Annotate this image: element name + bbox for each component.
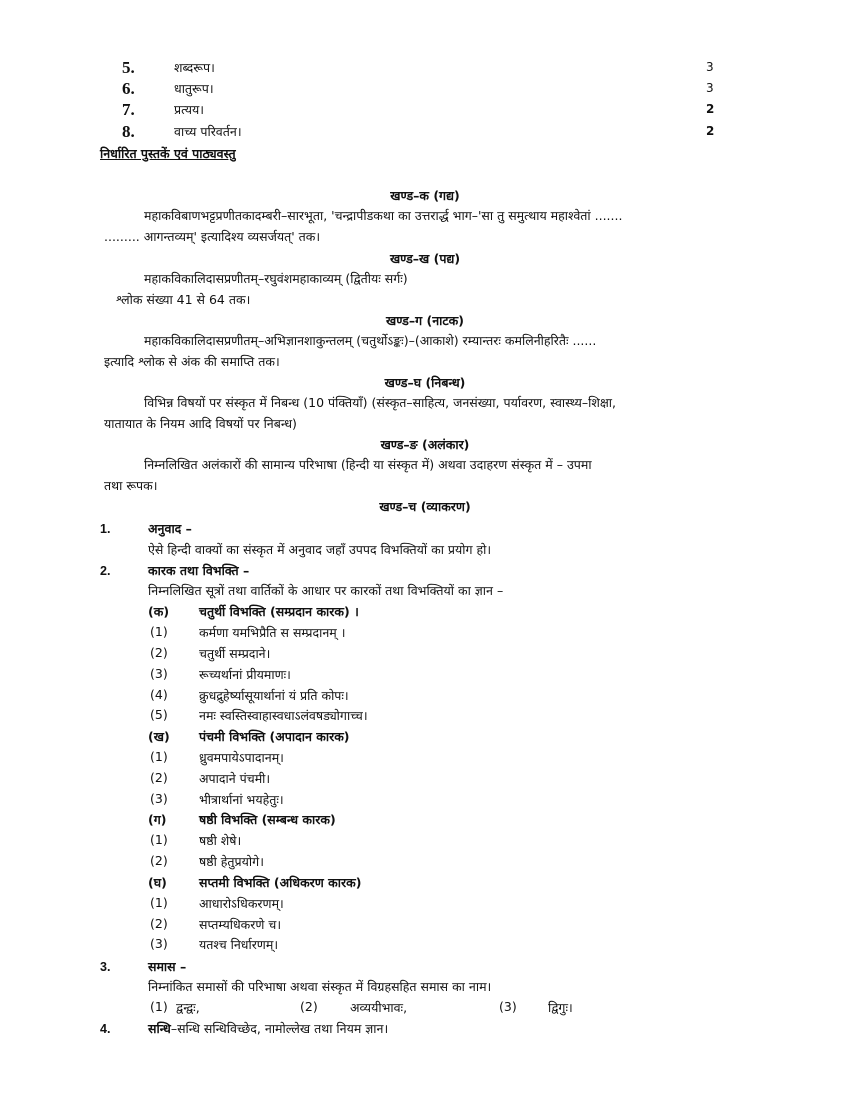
list-marks: 2 bbox=[706, 124, 715, 138]
sec4-desc: –सन्धि सन्धिविच्छेद, नामोल्लेख तथा नियम ज्ञान। bbox=[170, 1021, 389, 1036]
sub-gha-label: (घ) bbox=[148, 875, 167, 890]
list-item: षष्ठी शेषे। bbox=[199, 833, 242, 848]
list-item: चतुर्थी सम्प्रदाने। bbox=[199, 646, 271, 661]
sub-ga-label: (ग) bbox=[148, 812, 167, 827]
list-item-number: (3) bbox=[150, 666, 168, 681]
sec1-number: 1. bbox=[100, 522, 111, 536]
list-item: नमः स्वस्तिस्वाहास्वधाऽलंवषड्योगाच्च। bbox=[199, 708, 368, 723]
sec4-line bbox=[148, 1020, 388, 1037]
sec1-desc: ऐसे हिन्दी वाक्यों का संस्कृत में अनुवाद जहाँ उपपद विभक्तियों का प्रयोग हो। bbox=[148, 542, 492, 557]
khand-kha-heading: खण्ड–ख (पद्य) bbox=[389, 251, 461, 266]
khand-cha-heading: खण्ड–च (व्याकरण) bbox=[379, 499, 471, 514]
khand-ka-line2: ......... आगन्तव्यम्' इत्यादिश्य व्यसर्जयत्' तक। bbox=[104, 228, 321, 244]
sub-gha-title: सप्तमी विभक्ति (अधिकरण कारक) bbox=[199, 875, 362, 890]
list-item-number: (1) bbox=[150, 895, 168, 910]
khand-ka-text bbox=[104, 206, 750, 247]
khand-ka-line1: महाकविबाणभट्टप्रणीतकादम्बरी–सारभूता, 'चन्द्रापीडकथा का उत्तरार्द्ध भाग–'सा तु समुत्थाय महाश्वेतां ....... bbox=[144, 208, 623, 223]
sec3-desc: निम्नांकित समासों की परिभाषा अथवा संस्कृत में विग्रहसहित समास का नाम। bbox=[148, 979, 492, 994]
list-item: भीत्रार्थानां भयहेतुः। bbox=[199, 792, 284, 807]
khand-gha-text bbox=[104, 393, 750, 434]
khand-nga-text bbox=[104, 455, 750, 496]
khand-gha-line1: विभिन्न विषयों पर संस्कृत में निबन्ध (10 पंक्तियाँ) (संस्कृत–साहित्य, जनसंख्या, पर्यावरण, स्वास्थ्य–शिक्षा, bbox=[144, 395, 617, 410]
list-label: वाच्य परिवर्तन। bbox=[174, 124, 242, 139]
list-item: आधारोऽधिकरणम्। bbox=[199, 896, 284, 911]
khand-ka-heading: खण्ड–क (गद्य) bbox=[390, 188, 460, 203]
list-item: यतश्च निर्धारणम्। bbox=[199, 937, 279, 952]
list-number: 7. bbox=[122, 100, 135, 119]
list-marks: 3 bbox=[706, 60, 714, 74]
list-item: सप्तम्यधिकरणे च। bbox=[199, 917, 282, 932]
khand-kha-text bbox=[104, 269, 750, 310]
samas-option-number: (2) bbox=[300, 999, 318, 1014]
sec4-number: 4. bbox=[100, 1022, 111, 1036]
samas-option: अव्ययीभावः, bbox=[350, 1000, 408, 1015]
list-number: 5. bbox=[122, 58, 135, 77]
list-number: 8. bbox=[122, 122, 135, 141]
list-label: प्रत्यय। bbox=[174, 102, 204, 117]
samas-option: द्विगुः। bbox=[548, 1000, 573, 1015]
list-marks: 3 bbox=[706, 81, 714, 95]
sec2-number: 2. bbox=[100, 564, 111, 578]
list-item: कर्मणा यमभिप्रैति स सम्प्रदानम् । bbox=[199, 625, 346, 640]
list-item: षष्ठी हेतुप्रयोगे। bbox=[199, 854, 264, 869]
khand-nga-heading: खण्ड–ङ (अलंकार) bbox=[380, 437, 470, 452]
list-item-number: (4) bbox=[150, 687, 168, 702]
list-label: धातुरूप। bbox=[174, 81, 214, 96]
samas-option-number: (1) bbox=[150, 999, 168, 1014]
list-label: शब्दरूप। bbox=[174, 60, 215, 75]
list-item: अपादाने पंचमी। bbox=[199, 771, 271, 786]
khand-ga-heading: खण्ड–ग (नाटक) bbox=[386, 313, 464, 328]
sec3-number: 3. bbox=[100, 960, 111, 974]
sec3-title: समास – bbox=[148, 959, 187, 974]
books-heading: निर्धारित पुस्तकें एवं पाठ्यवस्तु bbox=[100, 146, 236, 161]
sec1-title: अनुवाद – bbox=[148, 521, 192, 536]
khand-nga-line2: तथा रूपक। bbox=[104, 477, 158, 493]
list-item-number: (1) bbox=[150, 749, 168, 764]
list-item: रूच्यर्थानां प्रीयमाणः। bbox=[199, 667, 291, 682]
sub-ka-title: चतुर्थी विभक्ति (सम्प्रदान कारक) । bbox=[199, 604, 359, 619]
list-item-number: (3) bbox=[150, 936, 168, 951]
list-item-number: (5) bbox=[150, 707, 168, 722]
list-item: क्रुधद्रुहेर्ष्यासूयार्थानां यं प्रति कोपः। bbox=[199, 688, 349, 703]
khand-gha-heading: खण्ड–घ (निबन्ध) bbox=[384, 375, 466, 390]
list-item-number: (1) bbox=[150, 832, 168, 847]
khand-nga-line1: निम्नलिखित अलंकारों की सामान्य परिभाषा (हिन्दी या संस्कृत में) अथवा उदाहरण संस्कृत में – उपमा bbox=[144, 457, 592, 472]
sec4-title: सन्धि bbox=[148, 1021, 171, 1036]
list-item: ध्रुवमपायेऽपादानम्। bbox=[199, 750, 284, 765]
sub-kha-title: पंचमी विभक्ति (अपादान कारक) bbox=[199, 729, 350, 744]
sec2-desc: निम्नलिखित सूत्रों तथा वार्तिकों के आधार पर कारकों तथा विभक्तियों का ज्ञान – bbox=[148, 583, 504, 598]
list-item-number: (2) bbox=[150, 645, 168, 660]
sub-kha-label: (ख) bbox=[148, 729, 170, 744]
list-item-number: (2) bbox=[150, 916, 168, 931]
list-item-number: (3) bbox=[150, 791, 168, 806]
khand-ga-line1: महाकविकालिदासप्रणीतम्–अभिज्ञानशाकुन्तलम् (चतुर्थोऽङ्कः)–(आकाशे) रम्यान्तरः कमलिनीहरितैः ...... bbox=[144, 333, 597, 348]
samas-option: द्वन्द्वः, bbox=[176, 1000, 200, 1015]
khand-kha-line2: श्लोक संख्या 41 से 64 तक। bbox=[116, 291, 251, 307]
khand-ga-line2: इत्यादि श्लोक से अंक की समाप्ति तक। bbox=[104, 353, 280, 369]
list-marks: 2 bbox=[706, 102, 715, 116]
samas-option-number: (3) bbox=[499, 999, 517, 1014]
list-item-number: (2) bbox=[150, 853, 168, 868]
list-item-number: (1) bbox=[150, 624, 168, 639]
sub-ka-label: (क) bbox=[148, 604, 170, 619]
sec2-title: कारक तथा विभक्ति – bbox=[148, 563, 250, 578]
khand-ga-text bbox=[104, 331, 750, 372]
list-number: 6. bbox=[122, 79, 135, 98]
sub-ga-title: षष्ठी विभक्ति (सम्बन्ध कारक) bbox=[199, 812, 336, 827]
list-item-number: (2) bbox=[150, 770, 168, 785]
khand-kha-line1: महाकविकालिदासप्रणीतम्–रघुवंशमहाकाव्यम् (द्वितीयः सर्गः) bbox=[144, 271, 408, 286]
khand-gha-line2: यातायात के नियम आदि विषयों पर निबन्ध) bbox=[104, 415, 297, 431]
